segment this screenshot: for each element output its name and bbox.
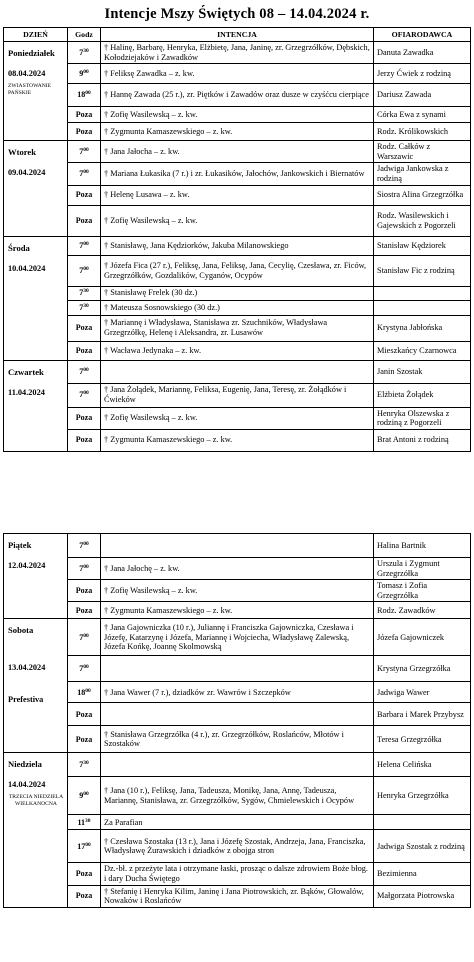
intention-text: † Jana Gajowniczka (10 r.), Juliannę i Franciszka Gajowniczka, Czesława i Józefę, Katarzynę i Józefa, Mariannę i Wojciecha, Władysławę Zalewską, Józefa Końkę, Joannę Skolmowską	[101, 619, 374, 656]
mass-hour	[68, 286, 101, 300]
table-row	[4, 141, 471, 163]
intention-text: † Zofię Wasilewską – z. kw.	[101, 407, 374, 429]
donor-name: Brat Antoni z rodziną	[374, 429, 471, 451]
day-cell	[4, 534, 68, 619]
intention-text: † Jana Jałochę – z. kw.	[101, 558, 374, 580]
mass-hour	[68, 753, 101, 777]
hour-value: Poza	[75, 734, 93, 744]
donor-name: Mieszkańcy Czarnowca	[374, 341, 471, 360]
mass-hour	[68, 558, 101, 580]
hour-value: Poza	[75, 215, 93, 225]
intentions-table-week-part-2	[3, 533, 471, 908]
donor-name: Elżbieta Żołądek	[374, 383, 471, 407]
hour-value: Poza	[75, 126, 93, 136]
hour-value: Poza	[75, 190, 93, 200]
table-row	[4, 682, 471, 703]
minute-value: 00	[83, 240, 89, 247]
table-row	[4, 726, 471, 753]
donor-name: Danuta Zawadka	[374, 42, 471, 64]
table-row	[4, 863, 471, 885]
donor-name: Dariusz Zawada	[374, 84, 471, 107]
hour-value: 9	[79, 68, 84, 78]
minute-value: 00	[83, 146, 89, 153]
minute-value: 00	[83, 390, 89, 397]
mass-hour	[68, 255, 101, 286]
day-extra-label: Prefestiva	[8, 695, 44, 705]
mass-hour	[68, 84, 101, 107]
intentions-table-week-part-1	[3, 27, 471, 452]
table-row	[4, 286, 471, 300]
hour-value: 7	[79, 146, 84, 156]
intention-text: † Stefanię i Henryka Kilim, Janinę i Jana Piotrowskich, zr. Bąków, Głowalów, Nowaków i Roslańców	[101, 885, 374, 907]
donor-name: Stanisław Fic z rodziną	[374, 255, 471, 286]
mass-hour	[68, 300, 101, 315]
minute-value: 00	[83, 68, 89, 75]
table-row	[4, 407, 471, 429]
header-day: DZIEŃ	[4, 28, 68, 42]
intention-text	[101, 360, 374, 383]
hour-value: 7	[79, 47, 84, 57]
hour-value: 7	[79, 288, 84, 298]
hour-value: Poza	[75, 345, 93, 355]
donor-name: Halina Bartnik	[374, 534, 471, 558]
donor-name	[374, 300, 471, 315]
day-name: Środa	[8, 242, 30, 253]
intention-text: † Mariannę i Władysława, Stanisława zr. Szuchników, Władysława Grzegrzółkę, Helenę i Aleksandra, zr. Lusawów	[101, 315, 374, 341]
hour-value: Poza	[75, 869, 93, 879]
donor-name	[374, 286, 471, 300]
day-name: Sobota	[8, 625, 34, 636]
intention-text: † Mateusza Sosnowskiego (30 dz.)	[101, 300, 374, 315]
header-intention: INTENCJA	[101, 28, 374, 42]
table-row	[4, 360, 471, 383]
minute-value: 00	[83, 632, 89, 639]
donor-name: Urszula i Zygmunt Grzegrzółka	[374, 558, 471, 580]
day-date: 12.04.2024	[8, 561, 46, 570]
hour-value: 17	[77, 841, 86, 851]
minute-value: 30	[83, 760, 89, 767]
day-name: Poniedziałek	[8, 48, 55, 58]
table-row	[4, 163, 471, 185]
day-cell	[4, 753, 68, 907]
donor-name	[374, 815, 471, 830]
mass-hour	[68, 123, 101, 141]
table-row	[4, 656, 471, 682]
hour-value: 11	[77, 817, 86, 827]
mass-hour	[68, 682, 101, 703]
hour-value: 7	[79, 563, 84, 573]
donor-name: Jadwiga Wawer	[374, 682, 471, 703]
mass-hour	[68, 534, 101, 558]
table-row	[4, 64, 471, 84]
day-feast-note: ZWIASTOWANIE PAŃSKIE	[8, 83, 52, 96]
table-row	[4, 429, 471, 451]
table-row	[4, 123, 471, 141]
hour-value: Poza	[75, 585, 93, 595]
donor-name: Janin Szostak	[374, 360, 471, 383]
donor-name: Córka Ewa z synami	[374, 107, 471, 123]
donor-name: Stanisław Kędziorek	[374, 236, 471, 255]
mass-hour	[68, 407, 101, 429]
intention-text: † Mariana Łukasika (7 r.) i zr. Łukasików, Jałochów, Jankowskich i Biernatów	[101, 163, 374, 185]
minute-value: 00	[83, 169, 89, 176]
hour-value: 7	[79, 302, 84, 312]
minute-value: 00	[83, 265, 89, 272]
table-row	[4, 703, 471, 726]
mass-hour	[68, 141, 101, 163]
donor-name: Henryka Grzegrzółka	[374, 777, 471, 815]
donor-name: Rodz. Królikowskich	[374, 123, 471, 141]
hour-value: 7	[79, 632, 84, 642]
mass-hour	[68, 619, 101, 656]
donor-name: Jadwiga Jankowska z rodziną	[374, 163, 471, 185]
table-row	[4, 84, 471, 107]
hour-value: Poza	[75, 605, 93, 615]
hour-value: 18	[77, 90, 86, 100]
intention-text	[101, 534, 374, 558]
mass-hour	[68, 777, 101, 815]
table-row	[4, 580, 471, 602]
donor-name: Rodz. Całków z Warszawic	[374, 141, 471, 163]
intention-text: † Zygmunta Kamaszewskiego – z. kw.	[101, 123, 374, 141]
table-row	[4, 341, 471, 360]
day-date: 14.04.2024	[8, 780, 46, 790]
intention-text	[101, 703, 374, 726]
donor-name: Krystyna Grzegrzółka	[374, 656, 471, 682]
mass-hour	[68, 64, 101, 84]
mass-hour	[68, 429, 101, 451]
table-row	[4, 107, 471, 123]
day-cell	[4, 236, 68, 360]
day-name: Niedziela	[8, 759, 42, 770]
day-cell	[4, 360, 68, 451]
intention-text: † Hannę Zawada (25 r.), zr. Piętków i Zawadów oraz dusze w czyśćcu cierpiące	[101, 84, 374, 107]
minute-value: 30	[83, 47, 89, 54]
intention-text: Dz.-bł. z przeżyte lata i otrzymane łaski, prosząc o dalsze zdrowiem Boże błog. i dary Ducha Świętego	[101, 863, 374, 885]
minute-value: 00	[83, 791, 89, 798]
intention-text: † Wacława Jedynaka – z. kw.	[101, 341, 374, 360]
mass-hour	[68, 726, 101, 753]
intention-text: † Stanisławę, Jana Kędziorków, Jakuba Milanowskiego	[101, 236, 374, 255]
minute-value: 30	[83, 288, 89, 295]
hour-value: Poza	[75, 435, 93, 445]
table-row	[4, 42, 471, 64]
donor-name: Krystyna Jabłońska	[374, 315, 471, 341]
table-row	[4, 205, 471, 236]
table-row	[4, 830, 471, 863]
hour-value: 7	[79, 366, 84, 376]
mass-hour	[68, 42, 101, 64]
donor-name: Jerzy Ćwiek z rodziną	[374, 64, 471, 84]
table-row	[4, 185, 471, 205]
intention-text	[101, 753, 374, 777]
hour-value: 7	[79, 169, 84, 179]
hour-value: 7	[79, 265, 84, 275]
intention-text: † Halinę, Barbarę, Henryka, Elżbietę, Jana, Janinę, zr. Grzegrzółków, Dębskich, Kołodziejaków i Zawadków	[101, 42, 374, 64]
minute-value: 00	[85, 841, 91, 848]
mass-hour	[68, 107, 101, 123]
day-cell	[4, 42, 68, 141]
hour-value: Poza	[75, 413, 93, 423]
minute-value: 00	[83, 664, 89, 671]
mass-hour	[68, 185, 101, 205]
mass-hour	[68, 236, 101, 255]
hour-value: 18	[77, 687, 86, 697]
hour-value: 7	[79, 540, 84, 550]
hour-value: 7	[79, 390, 84, 400]
mass-hour	[68, 580, 101, 602]
hour-value: 9	[79, 791, 84, 801]
intention-text: † Jana Wawer (7 r.), dziadków zr. Wawrów i Szczepków	[101, 682, 374, 703]
donor-name: Henryka Olszewska z rodziną z Pogorzeli	[374, 407, 471, 429]
table-row	[4, 255, 471, 286]
minute-value: 00	[83, 563, 89, 570]
intention-text: † Jana (10 r.), Feliksę, Jana, Tadeusza, Monikę, Jana, Annę, Tadeusza, Mariannę, Stanisława, zr. Grzegrzółków, Sygów, Chmielewskich i Ocypów	[101, 777, 374, 815]
mass-hour	[68, 205, 101, 236]
mass-hour	[68, 656, 101, 682]
hour-value: 7	[79, 240, 84, 250]
minute-value: 00	[85, 90, 91, 97]
mass-hour	[68, 602, 101, 619]
table-row	[4, 534, 471, 558]
day-date: 13.04.2024	[8, 663, 46, 673]
intention-text: † Zofię Wasilewską – z. kw.	[101, 107, 374, 123]
intention-text: † Józefa Fica (27 r.), Feliksę, Jana, Feliksę, Jana, Cecylię, Czesława, zr. Ficów, Grzegrzółków, Gozdalików, Cyganów, Ocypów	[101, 255, 374, 286]
day-name: Wtorek	[8, 147, 37, 158]
minute-value: 00	[85, 687, 91, 694]
intention-text: † Zygmunta Kamaszewskiego – z. kw.	[101, 602, 374, 619]
mass-hour	[68, 863, 101, 885]
table-row	[4, 300, 471, 315]
mass-hour	[68, 830, 101, 863]
donor-name: Józefa Gajowniczek	[374, 619, 471, 656]
table-row	[4, 602, 471, 619]
hour-value: 7	[79, 760, 84, 770]
table-header-row	[4, 28, 471, 42]
intention-text: † Zygmunta Kamaszewskiego – z. kw.	[101, 429, 374, 451]
donor-name: Jadwiga Szostak z rodziną	[374, 830, 471, 863]
hour-value: Poza	[75, 323, 93, 333]
table-row	[4, 753, 471, 777]
table-row	[4, 777, 471, 815]
donor-name: Helena Celińska	[374, 753, 471, 777]
mass-hour	[68, 341, 101, 360]
day-date: 08.04.2024	[8, 69, 46, 78]
donor-name: Bezimienna	[374, 863, 471, 885]
mass-hour	[68, 815, 101, 830]
intention-text	[101, 656, 374, 682]
mass-hour	[68, 360, 101, 383]
intention-text: † Jana Jałocha – z. kw.	[101, 141, 374, 163]
donor-name: Rodz. Wasilewskich i Gajewskich z Pogorzeli	[374, 205, 471, 236]
page-title: Intencje Mszy Świętych 08 – 14.04.2024 r.	[104, 6, 370, 22]
donor-name: Małgorzata Piotrowska	[374, 885, 471, 907]
mass-hour	[68, 885, 101, 907]
hour-value: Poza	[75, 709, 93, 719]
header-hour: Godz	[68, 28, 101, 42]
table-row	[4, 236, 471, 255]
day-date: 09.04.2024	[8, 168, 46, 178]
intention-text: † Stanisława Grzegrzółka (4 r.), zr. Grzegrzółków, Roslańców, Młotów i Szostaków	[101, 726, 374, 753]
intention-text: † Czesława Szostaka (13 r.), Jana i Józefę Szostak, Andrzeja, Jana, Franciszka, Władysławę Żurawskich i dziadków z obojga stron	[101, 830, 374, 863]
intention-text: † Zofię Wasilewską – z. kw.	[101, 205, 374, 236]
header-donor: OFIARODAWCA	[374, 28, 471, 42]
table-row	[4, 383, 471, 407]
minute-value: 30	[83, 302, 89, 309]
hour-value: Poza	[75, 891, 93, 901]
mass-hour	[68, 315, 101, 341]
donor-name: Teresa Grzegrzółka	[374, 726, 471, 753]
intention-text: † Stanisławę Frelek (30 dz.)	[101, 286, 374, 300]
mass-hour	[68, 163, 101, 185]
table-row	[4, 558, 471, 580]
day-feast-note: TRZECIA NIEDZIELA WIELKANOCNA	[8, 794, 64, 807]
donor-name: Tomasz i Zofia Grzegrzółka	[374, 580, 471, 602]
hour-value: 7	[79, 664, 84, 674]
mass-hour	[68, 383, 101, 407]
donor-name: Rodz. Zawadków	[374, 602, 471, 619]
intention-text: † Helenę Lusawa – z. kw.	[101, 185, 374, 205]
intention-text: † Jana Żołądek, Mariannę, Feliksa, Eugenię, Jana, Teresę, zr. Żołądków i Ćwieków	[101, 383, 374, 407]
intention-text: Za Parafian	[101, 815, 374, 830]
day-date: 10.04.2024	[8, 263, 46, 273]
day-cell	[4, 141, 68, 236]
table-row	[4, 619, 471, 656]
minute-value: 30	[85, 817, 91, 824]
day-date: 11.04.2024	[8, 387, 45, 397]
day-name: Czwartek	[8, 366, 44, 377]
day-name: Piątek	[8, 540, 32, 550]
minute-value: 00	[83, 540, 89, 547]
mass-hour	[68, 703, 101, 726]
table-row	[4, 885, 471, 907]
minute-value: 00	[83, 366, 89, 373]
intention-text: † Feliksę Zawadka – z. kw.	[101, 64, 374, 84]
table-row	[4, 815, 471, 830]
donor-name: Barbara i Marek Przybysz	[374, 703, 471, 726]
donor-name: Siostra Alina Grzegrzółka	[374, 185, 471, 205]
hour-value: Poza	[75, 109, 93, 119]
intention-text: † Zofię Wasilewską – z. kw.	[101, 580, 374, 602]
table-row	[4, 315, 471, 341]
day-cell	[4, 619, 68, 753]
